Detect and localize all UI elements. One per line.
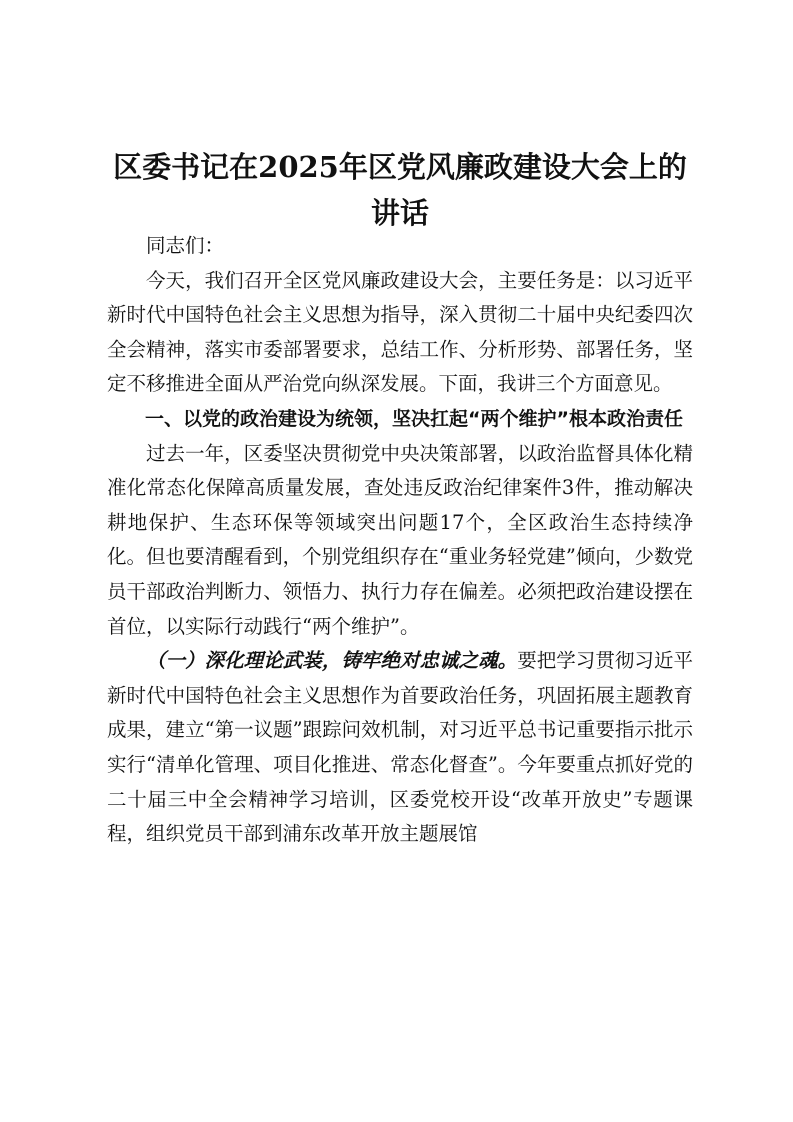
section-1-paragraph: 过去一年，区委坚决贯彻党中央决策部署，以政治监督具体化精准化常态化保障高质量发展，查处违反政治纪律案件3件，推动解决耕地保护、生态环保等领域突出问题17个，全区政治生态持续净化。但也要清醒看到，个别党组织存在“重业务轻党建”倾向，少数党员干部政治判断力、领悟力、执行力存在偏差。必须把政治建设摆在首位，以实际行动践行“两个维护”。 — [107, 441, 693, 638]
intro-paragraph: 今天，我们召开全区党风廉政建设大会，主要任务是：以习近平新时代中国特色社会主义思想为指导，深入贯彻二十届中央纪委四次全会精神，落实市委部署要求，总结工作、分析形势、部署任务，坚定不移推进全面从严治党向纵深发展。下面，我讲三个方面意见。 — [107, 268, 693, 396]
title-line-1: 区委书记在2025年区党风廉政建设大会上的 — [113, 150, 687, 184]
subsection-1-text: 要把学习贯彻习近平新时代中国特色社会主义思想作为首要政治任务，巩固拓展主题教育成果，建立“第一议题”跟踪问效机制，对习近平总书记重要指示批示实行“清单化管理、项目化推进、常态化督查”。今年要重点抓好党的二十届三中全会精神学习培训，区委党校开设“改革开放史”专题课程，组织党员干部到浦东改革开放主题展馆 — [107, 649, 693, 846]
greeting: 同志们： — [146, 234, 225, 257]
document-body — [107, 229, 693, 852]
document-title — [100, 144, 700, 236]
subsection-1-paragraph — [107, 644, 693, 852]
title-line-2: 讲话 — [370, 196, 429, 230]
section-1-heading: 一、以党的政治建设为统领，坚决扛起“两个维护”根本政治责任 — [145, 407, 683, 430]
subsection-1-lead: （一）深化理论武装，铸牢绝对忠诚之魂。 — [146, 649, 518, 673]
